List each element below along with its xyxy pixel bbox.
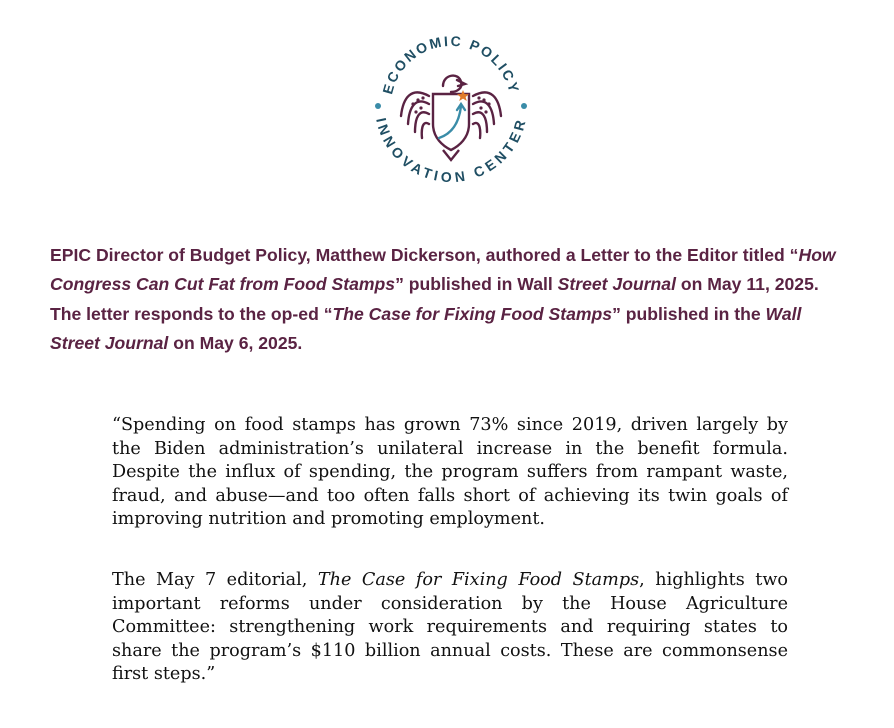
quote-text-b: , highlights two important reforms under consideration by the House Agriculture Committee: strengthening work requirements and requiring states to share the program’s $110 billion annual costs. These are commonsense first steps.” bbox=[112, 570, 788, 685]
publication-name-2: Wall Street Journal bbox=[50, 303, 802, 353]
intro-text-3: on May 11, 2025. The letter responds to the op-ed “ bbox=[50, 274, 819, 324]
intro-text-5: on May 6, 2025. bbox=[168, 332, 303, 353]
intro-text-1: EPIC Director of Budget Policy, Matthew Dickerson, authored a Letter to the Editor titled “ bbox=[50, 245, 799, 265]
logo-text-bottom: INNOVATION CENTER bbox=[372, 116, 530, 186]
epic-logo bbox=[371, 20, 531, 190]
editorial-title: The Case for Fixing Food Stamps bbox=[317, 570, 640, 590]
intro-text-4: ” published in the bbox=[612, 303, 766, 324]
publication-name-1: Street Journal bbox=[557, 274, 676, 295]
quote-paragraph-2 bbox=[112, 569, 788, 687]
intro-text-2: ” published in Wall bbox=[395, 274, 558, 295]
svg-text:ECONOMIC POLICY bbox=[379, 33, 523, 96]
oped-title: The Case for Fixing Food Stamps bbox=[332, 303, 613, 324]
letter-title: How Congress Can Cut Fat from Food Stamps bbox=[50, 245, 836, 295]
quote-text-a: The May 7 editorial, bbox=[112, 570, 318, 590]
intro-paragraph bbox=[50, 241, 854, 358]
quote-paragraph-1: “Spending on food stamps has grown 73% since 2019, driven largely by the Biden administration’s unilateral increase in the benefit formula. Despite the influx of spending, the program suffers from rampant waste, fraud, and abuse—and too often falls short of achieving its twin goals of improving nutrition and promoting employment. bbox=[112, 415, 788, 530]
logo-text-top: ECONOMIC POLICY bbox=[379, 32, 523, 96]
